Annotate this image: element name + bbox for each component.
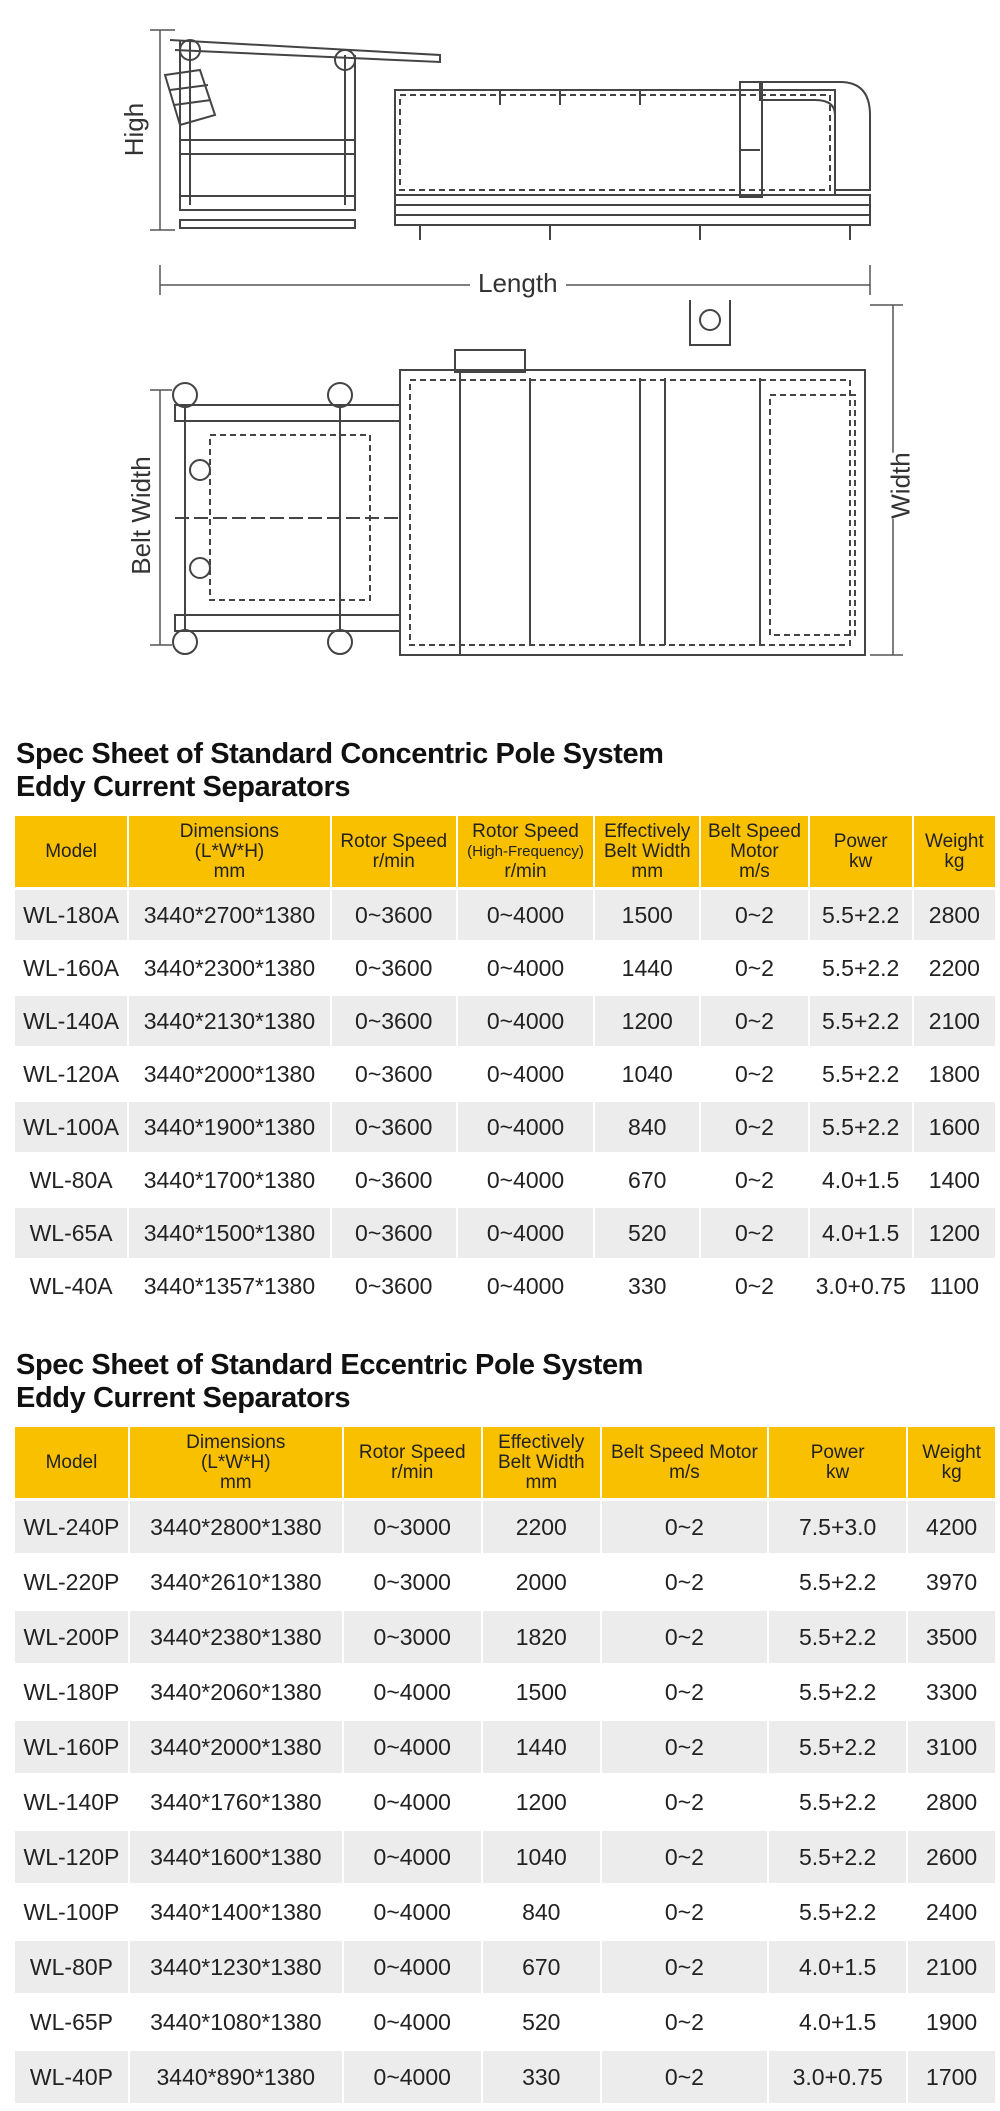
header-belt-speed: Belt Speed Motor m/s: [701, 816, 807, 890]
table-row: [15, 1261, 995, 1314]
cell-power: 5.5+2.2: [769, 1556, 906, 1611]
cell-belt-speed: 0~2: [701, 1261, 807, 1314]
cell-belt-width: 670: [595, 1155, 699, 1208]
cell-rotor-speed-hf: 0~4000: [458, 1102, 593, 1155]
cell-rotor-speed-hf: 0~4000: [458, 1208, 593, 1261]
cell-model: WL-240P: [15, 1501, 128, 1556]
table-row: [15, 1611, 995, 1666]
table-row: [15, 890, 995, 943]
cell-dimensions: 3440*1900*1380: [129, 1102, 329, 1155]
cell-weight: 1400: [914, 1155, 995, 1208]
cell-dimensions: 3440*1600*1380: [130, 1831, 342, 1886]
cell-weight: 4200: [908, 1501, 995, 1556]
cell-dimensions: 3440*2000*1380: [129, 1049, 329, 1102]
cell-dimensions: 3440*1080*1380: [130, 1996, 342, 2051]
table-row: [15, 2051, 995, 2106]
cell-rotor-speed: 0~4000: [344, 1721, 481, 1776]
cell-weight: 3500: [908, 1611, 995, 1666]
cell-rotor-speed: 0~4000: [344, 1996, 481, 2051]
cell-model: WL-65P: [15, 1996, 128, 2051]
table-row: [15, 943, 995, 996]
table-header-row: [15, 816, 995, 890]
cell-model: WL-180P: [15, 1666, 128, 1721]
cell-rotor-speed: 0~3000: [344, 1556, 481, 1611]
table-row: [15, 1208, 995, 1261]
cell-dimensions: 3440*1500*1380: [129, 1208, 329, 1261]
cell-dimensions: 3440*2610*1380: [130, 1556, 342, 1611]
cell-model: WL-80P: [15, 1941, 128, 1996]
cell-model: WL-100A: [15, 1102, 127, 1155]
cell-rotor-speed: 0~3600: [332, 943, 456, 996]
header-model: Model: [15, 816, 127, 890]
cell-model: WL-120A: [15, 1049, 127, 1102]
cell-power: 4.0+1.5: [810, 1155, 912, 1208]
cell-rotor-speed: 0~3000: [344, 1501, 481, 1556]
cell-rotor-speed: 0~3600: [332, 1261, 456, 1314]
cell-power: 5.5+2.2: [810, 1049, 912, 1102]
cell-power: 4.0+1.5: [769, 1996, 906, 2051]
cell-rotor-speed-hf: 0~4000: [458, 943, 593, 996]
title-line-1: Spec Sheet of Standard Concentric Pole System: [16, 738, 664, 770]
cell-weight: 2800: [908, 1776, 995, 1831]
cell-dimensions: 3440*2130*1380: [129, 996, 329, 1049]
header-dimensions: Dimensions (L*W*H) mm: [129, 816, 329, 890]
cell-weight: 1100: [914, 1261, 995, 1314]
header-power: Power kw: [769, 1427, 906, 1501]
cell-power: 3.0+0.75: [769, 2051, 906, 2106]
cell-dimensions: 3440*2000*1380: [130, 1721, 342, 1776]
cell-dimensions: 3440*890*1380: [130, 2051, 342, 2106]
concentric-spec-table: [13, 816, 997, 1314]
cell-rotor-speed: 0~4000: [344, 1666, 481, 1721]
cell-weight: 1900: [908, 1996, 995, 2051]
cell-rotor-speed: 0~3600: [332, 1102, 456, 1155]
cell-dimensions: 3440*2060*1380: [130, 1666, 342, 1721]
cell-model: WL-80A: [15, 1155, 127, 1208]
cell-belt-width: 1440: [595, 943, 699, 996]
side-view-drawing: [0, 0, 1000, 310]
cell-rotor-speed-hf: 0~4000: [458, 1049, 593, 1102]
header-model: Model: [15, 1427, 128, 1501]
table-row: [15, 1831, 995, 1886]
cell-dimensions: 3440*1400*1380: [130, 1886, 342, 1941]
header-rotor-speed: Rotor Speed r/min: [332, 816, 456, 890]
cell-belt-speed: 0~2: [602, 1941, 767, 1996]
cell-dimensions: 3440*1700*1380: [129, 1155, 329, 1208]
cell-dimensions: 3440*2300*1380: [129, 943, 329, 996]
cell-rotor-speed: 0~4000: [344, 1776, 481, 1831]
cell-belt-speed: 0~2: [701, 1208, 807, 1261]
cell-power: 5.5+2.2: [769, 1666, 906, 1721]
length-label: Length: [470, 268, 566, 299]
cell-power: 5.5+2.2: [810, 943, 912, 996]
table-row: [15, 1666, 995, 1721]
header-belt-width: Effectively Belt Width mm: [595, 816, 699, 890]
cell-belt-speed: 0~2: [602, 1721, 767, 1776]
cell-rotor-speed: 0~3600: [332, 890, 456, 943]
cell-belt-speed: 0~2: [602, 2051, 767, 2106]
cell-model: WL-120P: [15, 1831, 128, 1886]
header-rotor-speed-hf: Rotor Speed (High-Frequency) r/min: [458, 816, 593, 890]
cell-belt-speed: 0~2: [602, 1831, 767, 1886]
cell-belt-width: 1440: [483, 1721, 600, 1776]
header-weight: Weight kg: [908, 1427, 995, 1501]
header-dimensions: Dimensions (L*W*H) mm: [130, 1427, 342, 1501]
cell-belt-speed: 0~2: [602, 1556, 767, 1611]
cell-rotor-speed: 0~3600: [332, 1208, 456, 1261]
table-row: [15, 1049, 995, 1102]
cell-power: 5.5+2.2: [810, 890, 912, 943]
cell-power: 5.5+2.2: [769, 1611, 906, 1666]
cell-weight: 2400: [908, 1886, 995, 1941]
cell-rotor-speed: 0~4000: [344, 2051, 481, 2106]
cell-rotor-speed: 0~3600: [332, 996, 456, 1049]
cell-rotor-speed-hf: 0~4000: [458, 996, 593, 1049]
cell-power: 5.5+2.2: [810, 996, 912, 1049]
header-rotor-speed: Rotor Speed r/min: [344, 1427, 481, 1501]
cell-model: WL-65A: [15, 1208, 127, 1261]
cell-rotor-speed: 0~4000: [344, 1831, 481, 1886]
table-row: [15, 996, 995, 1049]
cell-belt-speed: 0~2: [602, 1611, 767, 1666]
cell-model: WL-220P: [15, 1556, 128, 1611]
title-line-2: Eddy Current Separators: [16, 1382, 351, 1414]
cell-belt-speed: 0~2: [701, 943, 807, 996]
cell-model: WL-180A: [15, 890, 127, 943]
cell-power: 5.5+2.2: [810, 1102, 912, 1155]
belt-width-label: Belt Width: [125, 456, 156, 575]
eccentric-spec-title: [16, 1349, 643, 1415]
cell-dimensions: 3440*2700*1380: [129, 890, 329, 943]
cell-power: 5.5+2.2: [769, 1886, 906, 1941]
cell-belt-speed: 0~2: [701, 1155, 807, 1208]
cell-weight: 1800: [914, 1049, 995, 1102]
cell-rotor-speed: 0~4000: [344, 1941, 481, 1996]
cell-rotor-speed: 0~3600: [332, 1049, 456, 1102]
table-row: [15, 1102, 995, 1155]
cell-power: 5.5+2.2: [769, 1776, 906, 1831]
cell-weight: 2100: [908, 1941, 995, 1996]
cell-belt-speed: 0~2: [602, 1996, 767, 2051]
cell-rotor-speed: 0~4000: [344, 1886, 481, 1941]
cell-belt-speed: 0~2: [602, 1666, 767, 1721]
cell-rotor-speed: 0~3000: [344, 1611, 481, 1666]
cell-weight: 3100: [908, 1721, 995, 1776]
table-row: [15, 1776, 995, 1831]
cell-weight: 1200: [914, 1208, 995, 1261]
cell-model: WL-200P: [15, 1611, 128, 1666]
cell-model: WL-160A: [15, 943, 127, 996]
cell-belt-width: 330: [483, 2051, 600, 2106]
cell-belt-width: 1200: [595, 996, 699, 1049]
width-label: Width: [885, 452, 916, 519]
cell-dimensions: 3440*2800*1380: [130, 1501, 342, 1556]
cell-weight: 2600: [908, 1831, 995, 1886]
cell-belt-width: 840: [595, 1102, 699, 1155]
cell-belt-speed: 0~2: [701, 890, 807, 943]
cell-belt-width: 2000: [483, 1556, 600, 1611]
cell-belt-width: 1200: [483, 1776, 600, 1831]
cell-weight: 3970: [908, 1556, 995, 1611]
cell-rotor-speed-hf: 0~4000: [458, 1155, 593, 1208]
cell-belt-speed: 0~2: [602, 1886, 767, 1941]
cell-power: 5.5+2.2: [769, 1721, 906, 1776]
cell-belt-speed: 0~2: [602, 1501, 767, 1556]
cell-dimensions: 3440*1760*1380: [130, 1776, 342, 1831]
cell-belt-width: 1040: [595, 1049, 699, 1102]
table-row: [15, 1886, 995, 1941]
table-row: [15, 1556, 995, 1611]
concentric-table-body: [15, 890, 995, 1314]
cell-dimensions: 3440*1230*1380: [130, 1941, 342, 1996]
cell-dimensions: 3440*2380*1380: [130, 1611, 342, 1666]
table-row: [15, 1155, 995, 1208]
cell-dimensions: 3440*1357*1380: [129, 1261, 329, 1314]
cell-model: WL-140P: [15, 1776, 128, 1831]
cell-power: 4.0+1.5: [769, 1941, 906, 1996]
table-row: [15, 1941, 995, 1996]
cell-belt-width: 2200: [483, 1501, 600, 1556]
cell-power: 7.5+3.0: [769, 1501, 906, 1556]
header-belt-width: Effectively Belt Width mm: [483, 1427, 600, 1501]
cell-rotor-speed-hf: 0~4000: [458, 1261, 593, 1314]
eccentric-spec-table: [13, 1427, 997, 2106]
concentric-spec-title: [16, 738, 664, 804]
cell-model: WL-140A: [15, 996, 127, 1049]
cell-belt-width: 840: [483, 1886, 600, 1941]
cell-rotor-speed: 0~3600: [332, 1155, 456, 1208]
cell-model: WL-40A: [15, 1261, 127, 1314]
cell-belt-speed: 0~2: [602, 1776, 767, 1831]
header-belt-speed: Belt Speed Motor m/s: [602, 1427, 767, 1501]
cell-rotor-speed-hf: 0~4000: [458, 890, 593, 943]
cell-weight: 2200: [914, 943, 995, 996]
title-line-1: Spec Sheet of Standard Eccentric Pole System: [16, 1349, 644, 1381]
cell-weight: 1600: [914, 1102, 995, 1155]
high-label: High: [119, 102, 150, 157]
cell-power: 5.5+2.2: [769, 1831, 906, 1886]
title-line-2: Eddy Current Separators: [16, 771, 351, 803]
cell-belt-width: 520: [595, 1208, 699, 1261]
table-row: [15, 1721, 995, 1776]
cell-belt-width: 1500: [595, 890, 699, 943]
cell-model: WL-100P: [15, 1886, 128, 1941]
top-view-drawing: [0, 300, 1000, 680]
cell-weight: 1700: [908, 2051, 995, 2106]
cell-belt-width: 1820: [483, 1611, 600, 1666]
table-header-row: [15, 1427, 995, 1501]
cell-belt-width: 670: [483, 1941, 600, 1996]
cell-weight: 3300: [908, 1666, 995, 1721]
cell-model: WL-160P: [15, 1721, 128, 1776]
cell-belt-width: 1040: [483, 1831, 600, 1886]
header-weight: Weight kg: [914, 816, 995, 890]
cell-power: 4.0+1.5: [810, 1208, 912, 1261]
table-row: [15, 1996, 995, 2051]
cell-belt-width: 330: [595, 1261, 699, 1314]
header-power: Power kw: [810, 816, 912, 890]
cell-belt-width: 520: [483, 1996, 600, 2051]
cell-belt-speed: 0~2: [701, 1102, 807, 1155]
cell-weight: 2100: [914, 996, 995, 1049]
cell-belt-speed: 0~2: [701, 1049, 807, 1102]
cell-belt-width: 1500: [483, 1666, 600, 1721]
cell-power: 3.0+0.75: [810, 1261, 912, 1314]
cell-weight: 2800: [914, 890, 995, 943]
table-row: [15, 1501, 995, 1556]
cell-model: WL-40P: [15, 2051, 128, 2106]
eccentric-table-body: [15, 1501, 995, 2106]
cell-belt-speed: 0~2: [701, 996, 807, 1049]
